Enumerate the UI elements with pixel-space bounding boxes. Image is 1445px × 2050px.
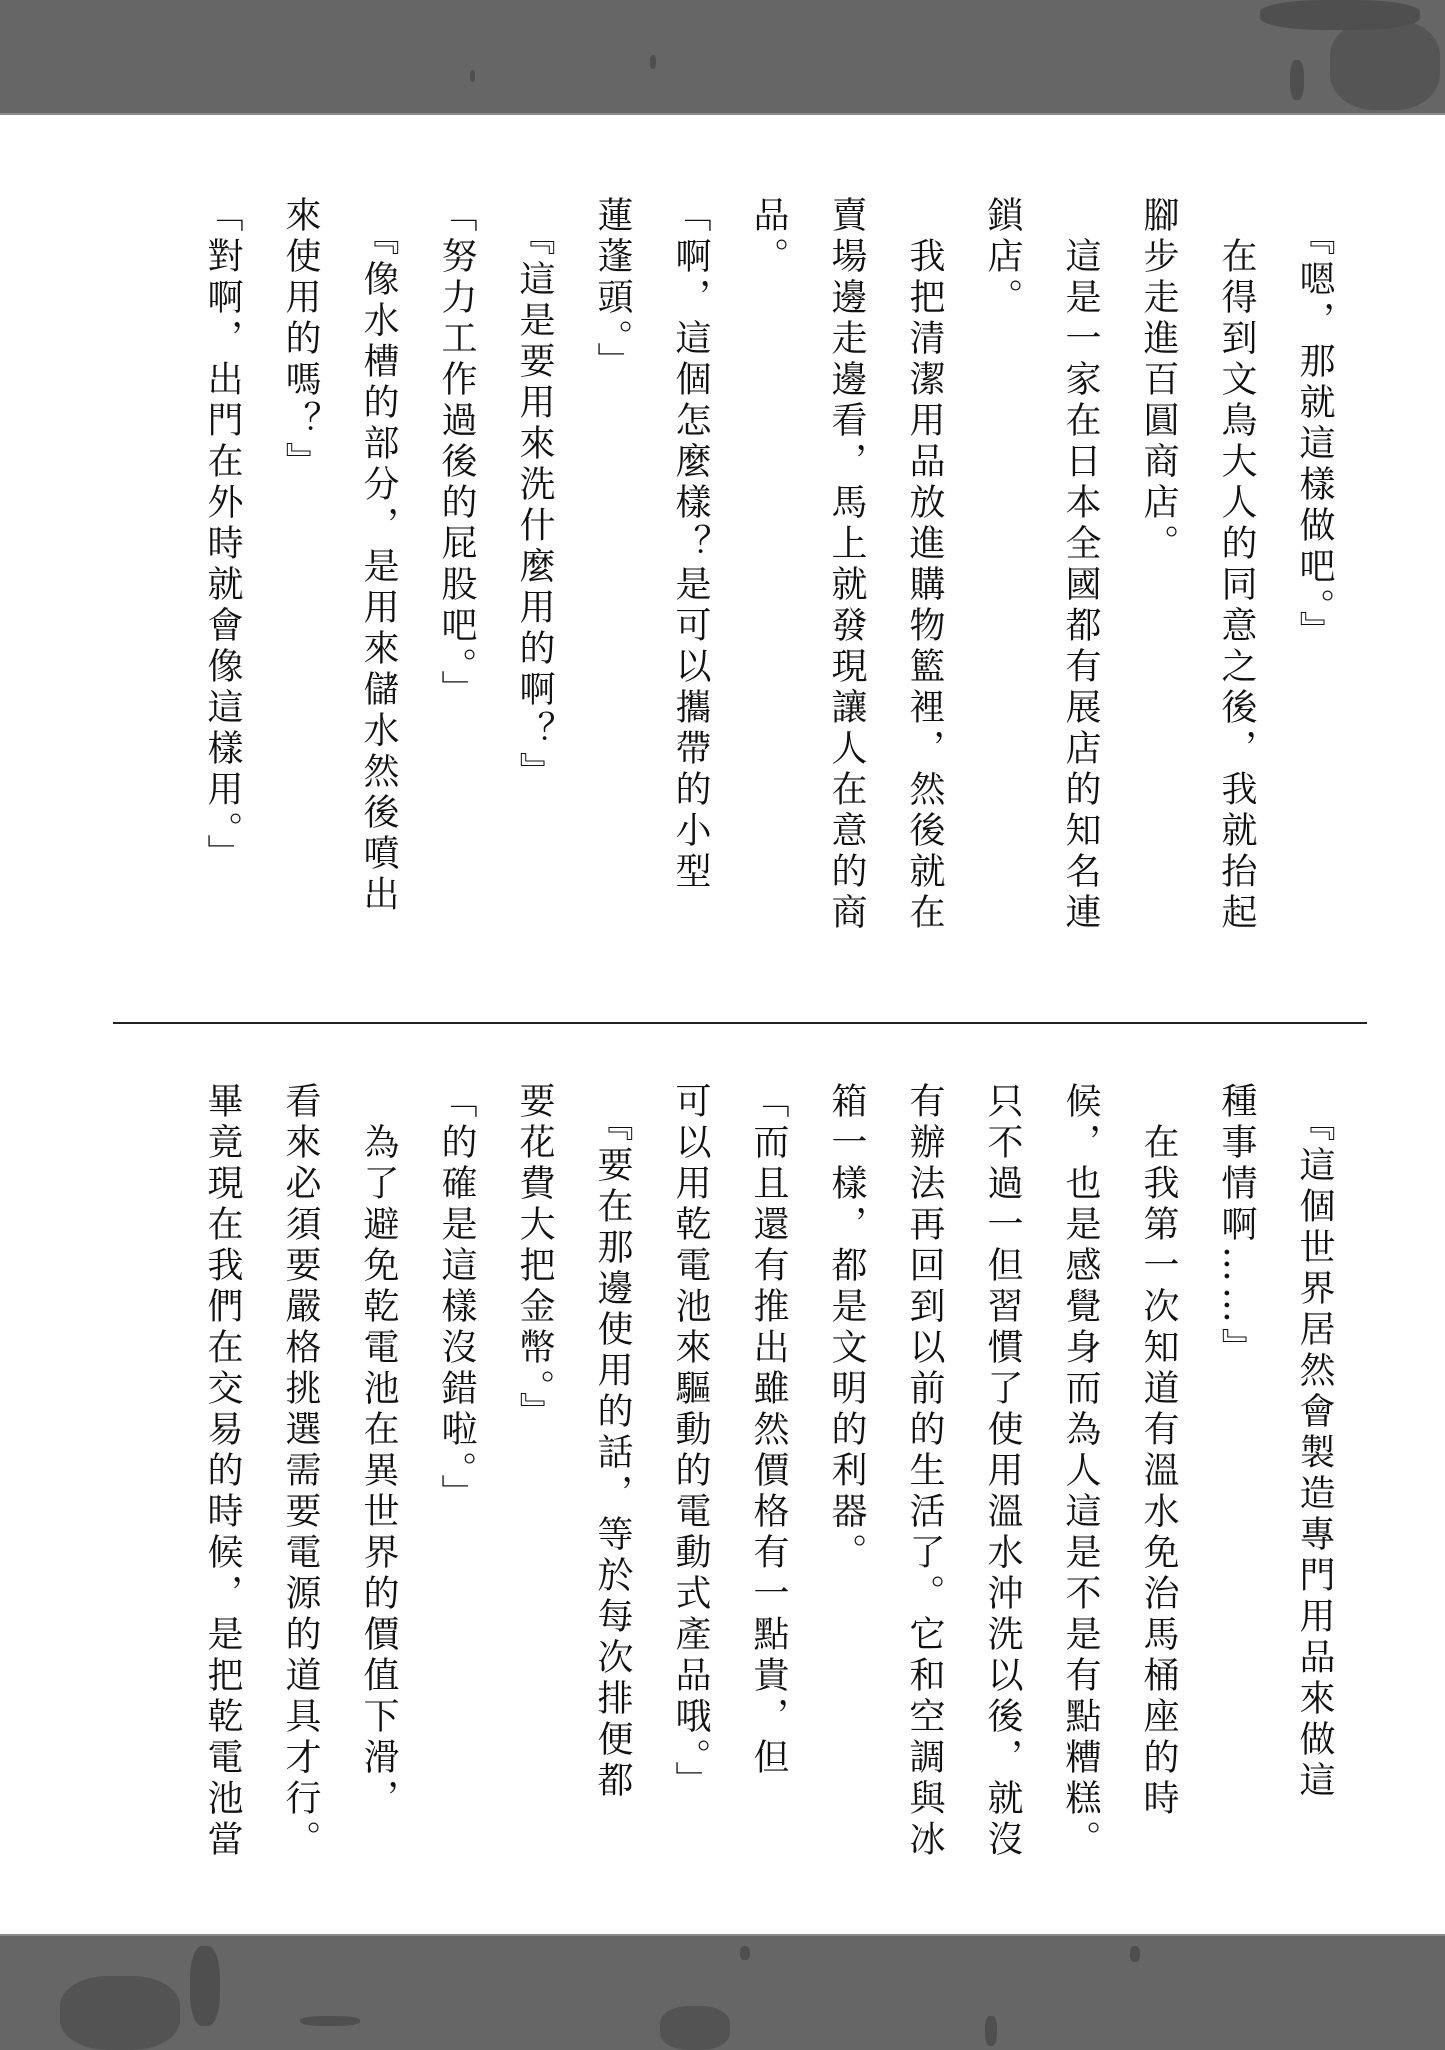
header-band (0, 0, 1445, 115)
texture-speck (650, 55, 656, 69)
text-column: 這是一家在日本全國都有展店的知名連 (1060, 196, 1101, 934)
text-column: 「努力工作過後的屁股吧。」 (436, 196, 477, 711)
text-column: 蓮蓬頭。」 (592, 196, 633, 383)
text-column: 種事情啊……』 (1216, 1082, 1257, 1369)
text-column: 『要在那邊使用的話，等於每次排便都 (592, 1082, 633, 1802)
text-column: 在得到文鳥大人的同意之後，我就抬起 (1216, 196, 1257, 934)
footer-band (0, 1934, 1445, 2050)
text-column: 候，也是感覺身而為人這是不是有點糟糕。 (1060, 1082, 1101, 1861)
text-column: 鎖店。 (982, 196, 1023, 319)
text-column: 看來必須要嚴格挑選需要電源的道具才行。 (280, 1082, 321, 1861)
text-column: 可以用乾電池來驅動的電動式產品哦。」 (670, 1082, 711, 1802)
texture-speck (985, 2016, 997, 2046)
text-column: 『嗯，那就這樣做吧。』 (1294, 196, 1335, 652)
texture-speck (1290, 60, 1304, 100)
text-column: 「的確是這樣沒錯啦。」 (436, 1082, 477, 1515)
text-column: 要花費大把金幣。』 (514, 1082, 555, 1433)
text-column: 有辦法再回到以前的生活了。它和空調與冰 (904, 1082, 945, 1861)
lower-text-block (183, 1082, 1353, 1862)
text-column: 『這個世界居然會製造專門用品來做這 (1294, 1082, 1335, 1802)
texture-speck (660, 2006, 730, 2050)
text-column: 品。 (748, 196, 789, 278)
texture-speck (190, 1946, 220, 2026)
texture-speck (740, 1946, 750, 1960)
section-divider (113, 1022, 1367, 1024)
texture-speck (1130, 1946, 1140, 1962)
text-column: 『這是要用來洗什麼用的啊？』 (514, 196, 555, 793)
text-column: 「啊，這個怎麼樣？是可以攜帶的小型 (670, 196, 711, 893)
text-column: 只不過一但習慣了使用溫水沖洗以後，就沒 (982, 1082, 1023, 1861)
texture-speck (470, 70, 475, 82)
text-column: 在我第一次知道有溫水免治馬桶座的時 (1138, 1082, 1179, 1820)
texture-speck (1330, 20, 1440, 110)
texture-speck (60, 1976, 180, 2050)
text-column: 為了避免乾電池在異世界的價值下滑， (358, 1082, 399, 1820)
text-column: 來使用的嗎？』 (280, 196, 321, 483)
text-column: 我把清潔用品放進購物籃裡，然後就在 (904, 196, 945, 934)
texture-speck (300, 2016, 360, 2026)
text-column: 賣場邊走邊看，馬上就發現讓人在意的商 (826, 196, 867, 934)
text-column: 「對啊，出門在外時就會像這樣用。」 (202, 196, 243, 875)
text-column: 畢竟現在我們在交易的時候，是把乾電池當 (202, 1082, 243, 1861)
text-column: 「而且還有推出雖然價格有一點貴，但 (748, 1082, 789, 1779)
text-column: 『像水槽的部分，是用來儲水然後噴出 (358, 196, 399, 916)
text-column: 箱一樣，都是文明的利器。 (826, 1082, 867, 1574)
text-column: 腳步走進百圓商店。 (1138, 196, 1179, 565)
upper-text-block (183, 196, 1353, 976)
